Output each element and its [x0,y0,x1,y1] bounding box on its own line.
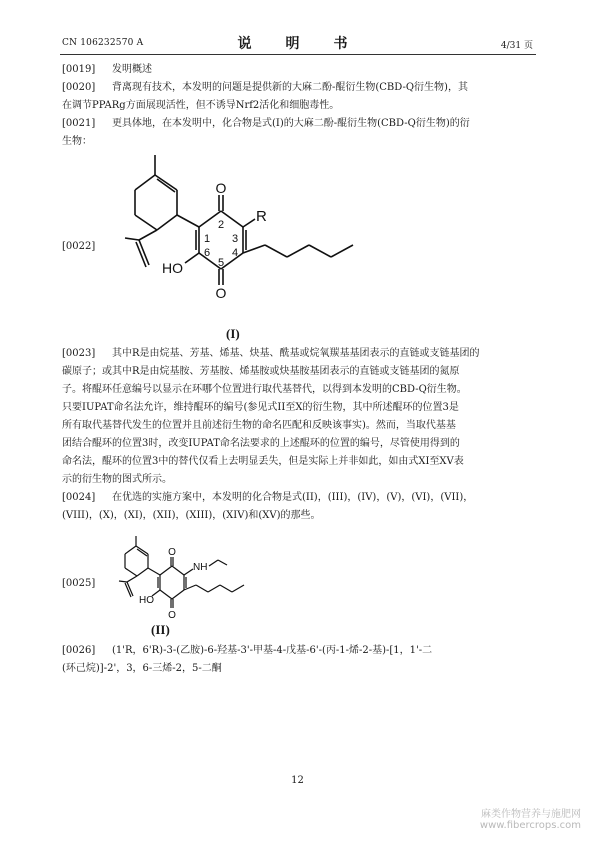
section-heading: 发明概述 [112,64,152,75]
paragraph-number: [0021] [62,118,96,129]
paragraph-text: 在调节PPARg方面展现活性，但不诱导Nrf2活化和细胞毒性。 [62,100,340,111]
ring-position-label: 2 [218,219,225,231]
paragraph-text: 在优选的实施方案中，本发明的化合物是式(II)，(III)，(IV)，(V)，(VI)，(VII)， [112,492,474,503]
ring-position-label: 4 [232,247,239,259]
document-title: 说 明 书 [237,36,358,52]
ring-position-label: 6 [204,247,211,259]
paragraph-text: 团结合醌环的位置3时，改变IUPAT命名法要求的上述醌环的位置的编号，尽管使用得到的 [62,438,460,449]
page-number: 12 [291,775,304,786]
paragraph-text: 更具体地，在本发明中，化合物是式(I)的大麻二酚-醌衍生物(CBD-Q衍生物)的衍 [112,118,470,129]
paragraph-text: 命名法，醌环的位置3中的替代仅看上去明显丢失，但是实际上并非如此，如由式XI至XV表 [62,456,464,467]
atom-label: O [168,610,176,621]
paragraph-text: 碳原子；或其中R是由烷基胺、芳基胺、烯基胺或炔基胺基团表示的直链或支链基团的氮原 [62,366,460,377]
ring-position-label: 5 [218,257,225,269]
atom-label: O [215,285,227,301]
paragraph-number: [0019] [62,64,96,75]
ring-position-label: 3 [232,233,239,245]
paragraph-text: 只要IUPAT命名法允许，维持醌环的编号(参见式II至X的衍生物，其中所述醌环的位置3是 [62,402,459,413]
header-rule [60,54,536,55]
formula-label: (I) [226,326,240,341]
patent-number: CN 106232570 A [62,38,144,48]
paragraph-text: 生物： [62,136,92,147]
atom-label: NH [193,562,208,573]
ring-position-label: 1 [204,233,211,245]
paragraph-number: [0024] [62,492,96,503]
paragraph-text: 所有取代基替代发生的位置并且前述衍生物的命名匹配和反映该事实)。然而，当取代基基 [62,420,456,431]
paragraph-text: 示的衍生物的图式所示。 [62,474,172,485]
compound-name: (环己烷)]-2'，3，6-三烯-2，5-二酮 [62,663,222,674]
paragraph-number: [0025] [62,578,96,589]
atom-label: O [168,547,176,558]
watermark-text: 麻类作物营养与施肥网 [481,809,581,820]
atom-label: HO [139,595,154,606]
formula-i-structure [105,145,365,310]
paragraph-number: [0020] [62,82,96,93]
paragraph-text: 其中R是由烷基、芳基、烯基、炔基、酰基或烷氧羰基基团表示的直链或支链基团的 [112,348,480,359]
compound-name: (1'R，6'R)-3-(乙胺)-6-羟基-3'-甲基-4-戊基-6'-(丙-1-烯-2-基)-[1，1'-二 [112,645,433,656]
atom-label: O [215,180,227,196]
paragraph-number: [0023] [62,348,96,359]
paragraph-number: [0026] [62,645,96,656]
atom-label: HO [162,260,183,276]
paragraph-text: (VIII)，(X)，(XI)，(XII)，(XIII)，(XIV)和(XV)的那些。 [62,510,321,521]
watermark-url: www.fibercrops.com [479,820,581,831]
formula-ii-structure [108,530,268,622]
paragraph-text: 背离现有技术，本发明的问题是提供新的大麻二酚-醌衍生物(CBD-Q衍生物)，其 [112,82,468,93]
page-indicator: 4/31 页 [500,41,533,51]
formula-label: (II) [151,622,170,637]
paragraph-number: [0022] [62,241,96,252]
atom-label: R [256,208,267,225]
paragraph-text: 子。将醌环任意编号以显示在环哪个位置进行取代基替代，以得到本发明的CBD-Q衍生物。 [62,384,467,395]
